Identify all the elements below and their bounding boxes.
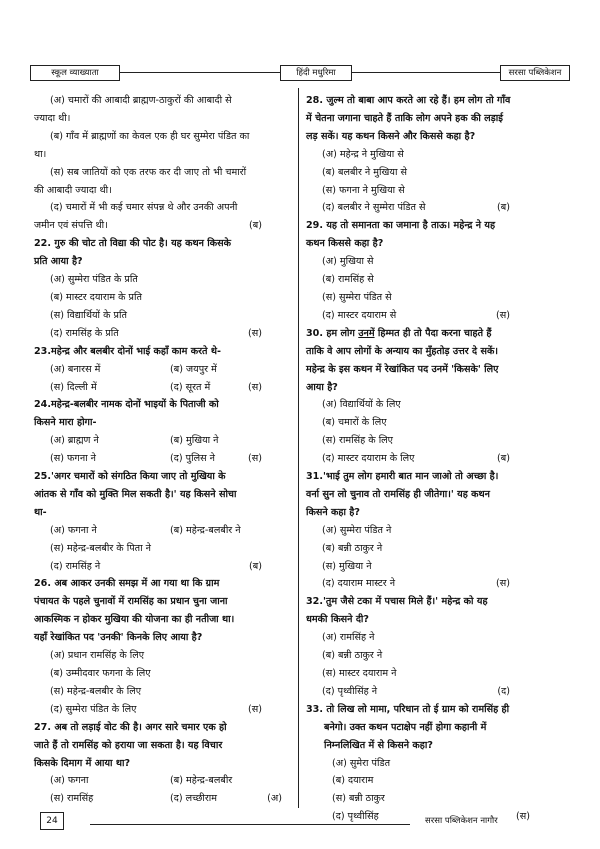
option-line — [306, 683, 570, 701]
question-24-cont: किसने मारा होगा- — [34, 417, 97, 429]
answer-key: (स) — [516, 811, 530, 823]
option-line: (स) महेन्द्र-बलबीर के पिता ने — [50, 542, 151, 554]
option-line: (स) सुम्मेरा पंडित से — [322, 291, 392, 303]
question-26: 26. अब आकर उनकी समझ में आ गया था कि ग्राम — [34, 578, 220, 590]
question-24: 24.महेन्द्र-बलबीर नामक दोनों भाइयों के पिताजी को — [34, 399, 219, 411]
page-number: 24 — [40, 812, 64, 830]
option-line: (ब) बन्नी ठाकुर ने — [322, 650, 383, 662]
option-row — [34, 790, 292, 808]
option-line — [306, 575, 570, 593]
question-25-cont: था- — [34, 506, 47, 518]
option-row — [34, 361, 292, 379]
answer-key: (ब) — [249, 560, 262, 572]
header-center-label: हिंदी मधुरिमा — [280, 65, 352, 81]
right-column — [306, 92, 570, 826]
question-31-cont: वर्ना सुन लो चुनाव तो रामसिंह ही जीतेगा।' यह कथन — [306, 488, 490, 500]
question-30-cont: आया है? — [306, 381, 338, 393]
option-row — [34, 772, 292, 790]
question-25: 25.'अगर चमारों को संगठित किया जाए तो मुखिया के — [34, 471, 226, 483]
option-text: (द) मास्टर दयाराम के लिए — [322, 453, 415, 465]
option-line: (ब) चमारों के लिए — [322, 417, 387, 429]
option-line: (स) विद्यार्थियों के प्रति — [50, 309, 127, 321]
option-line: (अ) मुखिया से — [322, 256, 374, 268]
question-text: हिम्मत ही तो पैदा करना चाहते हैं — [374, 327, 492, 339]
question-23: 23.महेन्द्र और बलबीर दोनों भाई कहाँ काम करते थे- — [34, 345, 221, 357]
option-line: था। — [34, 148, 47, 160]
option-text: (द) मास्टर दयाराम से — [322, 309, 397, 321]
option-line: (द) चमारों में भी कई चमार संपन्न थे और उनकी अपनी — [50, 202, 238, 214]
option-line — [34, 325, 292, 343]
answer-key: (द) — [497, 685, 510, 697]
option-line: (ब) दयाराम — [332, 775, 374, 787]
option-line: (अ) सुम्मेरा पंडित के प्रति — [50, 274, 138, 286]
option-line: (ब) उम्मीदवार फगना के लिए — [50, 668, 151, 679]
question-31-cont: किसने कहा है? — [306, 506, 360, 518]
option-text: (ब) मुखिया ने — [170, 435, 219, 447]
question-text: 30. हम लोग — [306, 327, 359, 339]
option-line: (अ) महेन्द्र ने मुखिया से — [322, 148, 404, 160]
column-divider — [298, 88, 299, 808]
option-line — [34, 701, 292, 719]
header-left-label: स्कूल व्याख्याता — [30, 65, 120, 81]
question-26-cont: यहाँ रेखांकित पद 'उनकी' किनके लिए आया है? — [34, 632, 203, 644]
header-rule-right — [350, 72, 500, 73]
option-line: (ब) मास्टर दयाराम के प्रति — [50, 291, 142, 303]
option-line — [306, 199, 570, 217]
option-text: (द) रामसिंह ने — [50, 560, 101, 572]
option-text: (द) बलबीर ने सुम्मेरा पंडित से — [322, 202, 426, 214]
question-30-cont: ताकि वे आप लोगों के अन्याय का मुँहतोड़ उत्तर दे सकें। — [306, 345, 498, 357]
option-text: (ब) जयपुर में — [170, 363, 217, 375]
option-text: (ब) महेन्द्र-बलबीर ने — [170, 524, 241, 536]
option-row — [34, 432, 292, 450]
question-25-cont: आंतक से गाँव को मुक्ति मिल सकती है।' यह किसने सोचा — [34, 488, 237, 500]
answer-key: (स) — [248, 703, 262, 715]
question-26-cont: पंचायत के पहले चुनावों में रामसिंह का प्रधान चुना जाना — [34, 596, 228, 608]
option-row — [34, 450, 292, 468]
option-line: (ब) गाँव में ब्राह्मणों का केवल एक ही घर सुम्मेरा पंडित का — [50, 130, 250, 142]
option-line: ज्यादा थी। — [34, 112, 71, 124]
question-33: 33. तो लिख लो मामा, परिधान तो ई ग्राम को रामसिंह ही — [306, 703, 510, 715]
option-line: (स) महेन्द्र-बलबीर के लिए — [50, 685, 142, 697]
question-22-cont: प्रति आया है? — [34, 256, 83, 268]
option-line: (स) रामसिंह के लिए — [322, 435, 393, 447]
option-text: (द) पृथ्वीसिंह ने — [322, 685, 378, 697]
option-row — [34, 379, 292, 397]
option-line — [34, 217, 292, 235]
answer-key: (स) — [496, 578, 510, 590]
option-text: (द) पुलिस ने — [170, 453, 215, 465]
question-26-cont: आकस्मिक न होकर मुखिया की योजना का ही नतीजा था। — [34, 614, 235, 626]
answer-key: (स) — [496, 309, 510, 321]
left-column — [34, 92, 292, 808]
header-right-label: सरसा पब्लिकेशन — [500, 65, 570, 81]
option-line: (स) मुखिया ने — [322, 560, 372, 572]
option-line — [306, 450, 570, 468]
question-27: 27. अब तो लड़ाई वोट की है। अगर सारे चमार एक हो — [34, 721, 227, 733]
page-header — [30, 65, 570, 81]
question-32-cont: धमकी किसने दी? — [306, 614, 369, 626]
question-33-cont: निम्नलिखित में से किसने कहा? — [324, 739, 433, 751]
option-text: (द) पृथ्वीसिंह — [332, 811, 379, 823]
underlined-word: उनमें — [358, 327, 375, 339]
option-line — [34, 558, 292, 576]
option-text: (द) सुम्मेरा पंडित के लिए — [50, 703, 137, 715]
option-line: (स) सब जातियों को एक तरफ कर दी जाए तो भी चमारों — [50, 166, 247, 178]
page-footer — [30, 812, 570, 834]
question-27-cont: किसके दिमाग में आया था? — [34, 757, 131, 769]
option-text: (ब) महेन्द्र-बलबीर — [170, 775, 233, 787]
option-line: (अ) सुम्मेरा पंडित ने — [322, 524, 392, 536]
question-29: 29. यह तो समानता का जमाना है ताऊ। महेन्द्र ने यह — [306, 220, 496, 232]
question-30-cont: महेन्द्र के इस कथन में रेखांकित पद उनमें 'किसके' लिए — [306, 363, 499, 375]
option-line: (अ) सुमेरा पंडित — [332, 757, 391, 769]
option-text: (अ) ब्राह्मण ने — [50, 435, 99, 447]
question-28: 28. जुल्म तो बाबा आप करते आ रहे हैं। हम लोग तो गाँव — [306, 95, 511, 106]
answer-key: (स) — [248, 381, 262, 393]
option-row — [34, 522, 292, 540]
question-31: 31.'भाई तुम लोग हमारी बात मान जाओ तो अच्छा है। — [306, 471, 499, 483]
option-text: (अ) फगना ने — [50, 524, 97, 536]
option-line: (ब) बलबीर ने मुखिया से — [322, 166, 407, 178]
footer-rule — [90, 824, 410, 825]
question-29-cont: कथन किससे कहा है? — [306, 238, 384, 250]
question-32: 32.'तुम जैसे टका में पचास मिले हैं।' महेन्द्र को यह — [306, 596, 488, 608]
option-text: (द) दयाराम मास्टर ने — [322, 578, 396, 590]
option-line: (अ) रामसिंह ने — [322, 632, 375, 644]
option-text: (द) रामसिंह के प्रति — [50, 327, 119, 339]
option-line: (अ) प्रधान रामसिंह के लिए — [50, 650, 145, 662]
option-line: (ब) रामसिंह से — [322, 274, 374, 286]
option-line: (स) बन्नी ठाकुर — [332, 793, 385, 805]
option-line — [306, 307, 570, 325]
option-text: (स) फगना ने — [50, 453, 97, 465]
option-text: (द) सूरत में — [170, 381, 211, 393]
option-text: (स) रामसिंह — [50, 793, 94, 805]
option-text: (स) दिल्ली में — [50, 381, 97, 393]
question-28-cont: लड़ सकें। यह कथन किसने और किससे कहा है? — [306, 130, 476, 142]
answer-key: (ब) — [249, 220, 262, 232]
option-text: (अ) फगना — [50, 775, 89, 787]
option-line: (अ) विद्यार्थियों के लिए — [322, 399, 401, 411]
question-27-cont: जाते हैं तो रामसिंह को हराया जा सकता है। यह विचार — [34, 739, 223, 751]
header-rule-left — [120, 72, 280, 73]
option-text: जमीन एवं संपत्ति थी। — [34, 220, 108, 232]
option-line: (अ) चमारों की आबादी ब्राह्मण-ठाकुरों की आबादी से — [50, 95, 232, 106]
option-line: (स) फगना ने मुखिया से — [322, 184, 405, 196]
answer-key: (अ) — [267, 793, 282, 805]
option-line: की आबादी ज्यादा थी। — [34, 184, 112, 196]
answer-key: (स) — [248, 453, 262, 465]
question-30 — [306, 325, 570, 343]
answer-key: (ब) — [497, 202, 510, 214]
option-line: (स) मास्टर दयाराम ने — [322, 668, 397, 679]
option-text: (अ) बनारस में — [50, 363, 101, 375]
question-33-cont: बनेगो। उक्त कथन पटाक्षेप नहीं होगा कहानी में — [324, 721, 487, 733]
question-22: 22. गुरु की चोट तो विद्या की पोट है। यह कथन किसके — [34, 238, 231, 250]
footer-publisher: सरसा पब्लिकेशन नागौर — [425, 816, 498, 826]
question-28-cont: में चेतना जगाना चाहते हैं ताकि लोग अपने हक की लड़ाई — [306, 112, 504, 124]
option-line: (ब) बन्नी ठाकुर ने — [322, 542, 383, 554]
option-text: (द) लच्छीराम — [170, 793, 218, 805]
answer-key: (स) — [248, 327, 262, 339]
answer-key: (ब) — [497, 453, 510, 465]
